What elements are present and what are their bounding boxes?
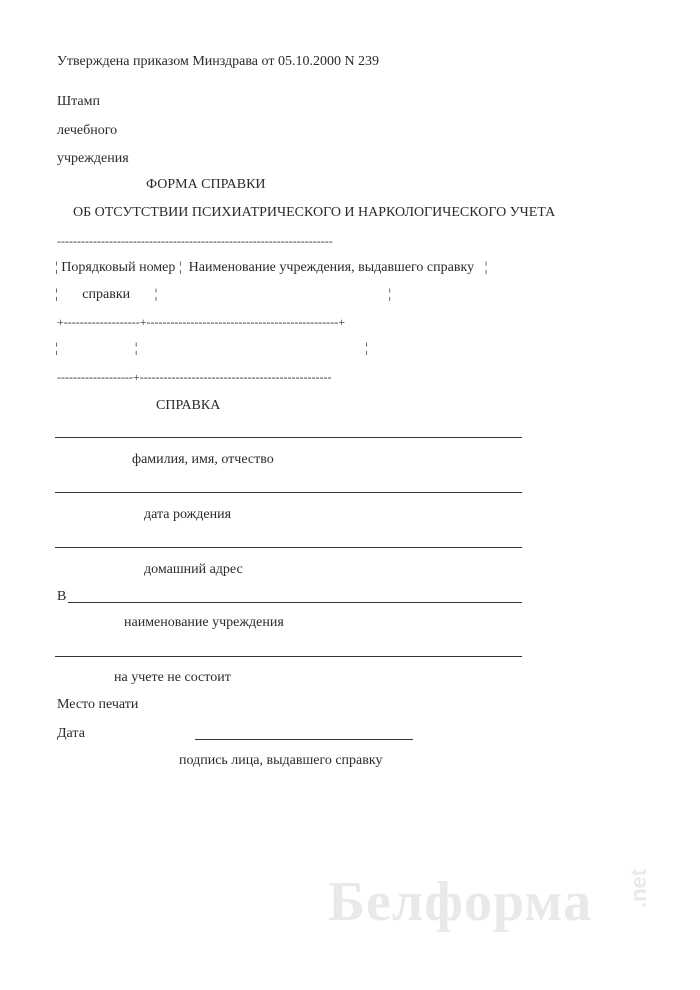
table-rule-bottom: -------------------+------------------------------------------------ [57,370,332,384]
stamp-line-1: Штамп [57,94,100,109]
institution-line [68,602,522,603]
full-name-line [55,437,522,438]
signature-line [195,739,413,740]
watermark-brand: Белформа [328,871,593,933]
signature-caption: подпись лица, выдавшего справку [179,753,383,768]
home-address-line [55,547,522,548]
birth-date-line [55,492,522,493]
status-line [55,656,522,657]
not-registered-caption: на учете не состоит [114,670,231,685]
date-label: Дата [57,726,85,741]
in-prefix: В [57,589,67,604]
home-address-caption: домашний адрес [144,562,243,577]
full-name-caption: фамилия, имя, отчество [132,452,274,467]
table-separator: +-------------------+------------------------------------------------+ [57,315,346,329]
table-empty-row: ¦ ¦ ¦ [55,341,368,356]
form-title: ФОРМА СПРАВКИ [146,177,266,192]
stamp-line-2: лечебного [57,123,118,138]
stamp-line-3: учреждения [57,151,129,166]
birth-date-caption: дата рождения [144,507,232,522]
approval-line: Утверждена приказом Минздрава от 05.10.2000 N 239 [57,54,380,69]
form-subtitle: ОБ ОТСУТСТВИИ ПСИХИАТРИЧЕСКОГО И НАРКОЛОГИЧЕСКОГО УЧЕТА [73,205,556,220]
seal-place: Место печати [57,697,139,712]
institution-caption: наименование учреждения [124,615,284,630]
table-header-row: ¦ Порядковый номер ¦ Наименование учреждения, выдавшего справку ¦ [55,260,488,275]
watermark-suffix: .net [626,868,651,908]
certificate-title: СПРАВКА [156,398,221,413]
table-rule-top: --------------------------------------------------------------------- [57,234,333,248]
table-header-row-2: ¦ справки ¦ ¦ [55,287,392,302]
